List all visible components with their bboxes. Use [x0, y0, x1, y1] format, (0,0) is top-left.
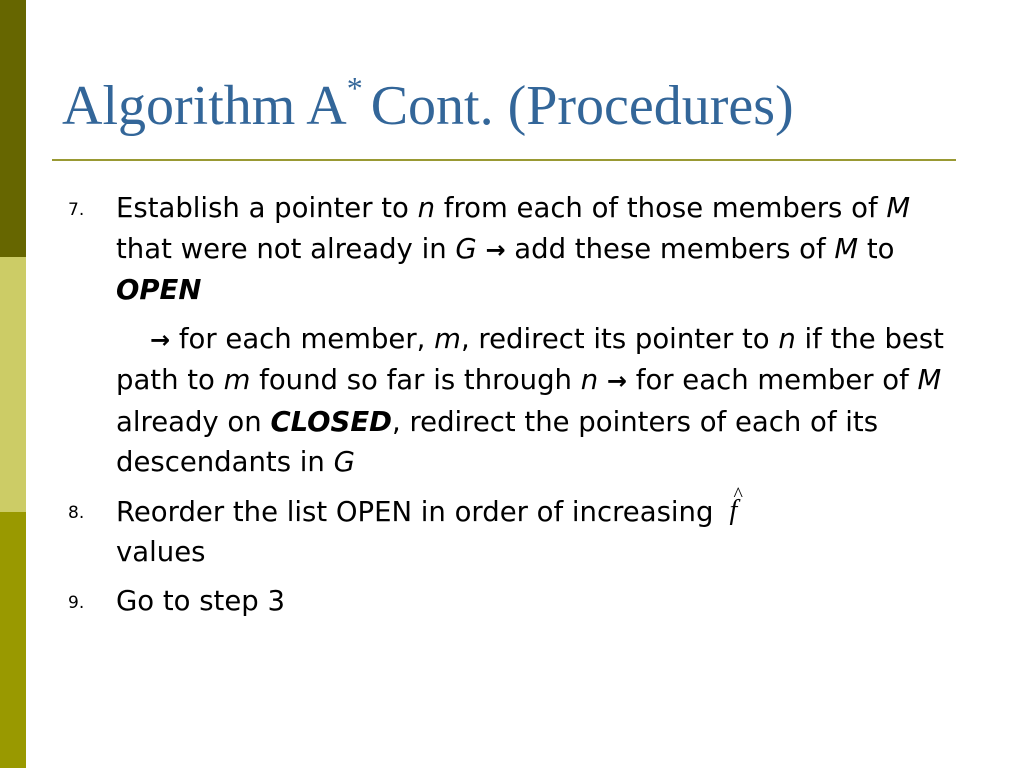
list-item-step-9 — [62, 581, 972, 622]
right-arrow-icon: → — [150, 325, 171, 354]
variable-m: m — [434, 322, 461, 355]
variable-n: n — [417, 192, 436, 224]
text-run: found so far is through — [250, 364, 581, 396]
right-arrow-icon: → — [606, 367, 628, 395]
step-number: 9. — [68, 592, 85, 613]
step-number: 8. — [68, 502, 85, 523]
text-run: , redirect the pointers of each of its descendants in — [116, 405, 879, 478]
variable-G: G — [455, 232, 477, 265]
math-f: f — [729, 494, 738, 526]
procedure-list — [62, 188, 972, 629]
text-run: add these members of — [505, 232, 835, 265]
side-bar-middle — [0, 257, 26, 512]
f-hat-symbol — [729, 483, 743, 532]
list-item-step-7 — [62, 188, 972, 483]
text-run: for each member, — [170, 322, 435, 355]
keyword-open: OPEN — [116, 274, 202, 306]
slide-title — [62, 70, 794, 137]
text-run: Reorder the list OPEN in order of increasing — [116, 495, 714, 528]
variable-M: M — [886, 192, 911, 224]
variable-n: n — [580, 364, 599, 396]
list-item-step-8 — [62, 483, 972, 573]
text-run: values — [116, 536, 206, 568]
step-9-paragraph — [116, 581, 972, 622]
text-run: if the best path to — [116, 322, 944, 396]
side-bar-bottom — [0, 512, 26, 768]
variable-n: n — [778, 322, 796, 355]
step-7-paragraph-1 — [116, 188, 972, 311]
keyword-closed: CLOSED — [270, 405, 392, 438]
text-run: from each of those members of — [435, 192, 887, 224]
variable-M: M — [834, 232, 859, 265]
variable-m: m — [223, 364, 251, 396]
text-run: for each member of — [627, 364, 918, 396]
hat-accent: ^ — [733, 483, 743, 506]
step-7-paragraph-2 — [116, 319, 972, 483]
title-superscript: * — [346, 70, 363, 106]
text-run: Establish a pointer to — [116, 192, 418, 224]
text-run: already on — [116, 405, 271, 438]
right-arrow-icon: → — [485, 235, 506, 264]
text-run: Go to step 3 — [116, 584, 285, 617]
step-8-paragraph — [116, 483, 972, 573]
text-run: to — [858, 232, 895, 265]
variable-G: G — [333, 446, 355, 478]
step-number: 7. — [68, 200, 85, 220]
side-bar-top — [0, 0, 26, 257]
title-main: Algorithm A — [62, 75, 347, 137]
title-rest: Cont. (Procedures) — [370, 75, 794, 137]
title-underline — [52, 159, 956, 161]
variable-M: M — [917, 364, 942, 396]
text-run: , redirect its pointer to — [460, 322, 779, 355]
text-run: that were not already in — [116, 232, 456, 265]
